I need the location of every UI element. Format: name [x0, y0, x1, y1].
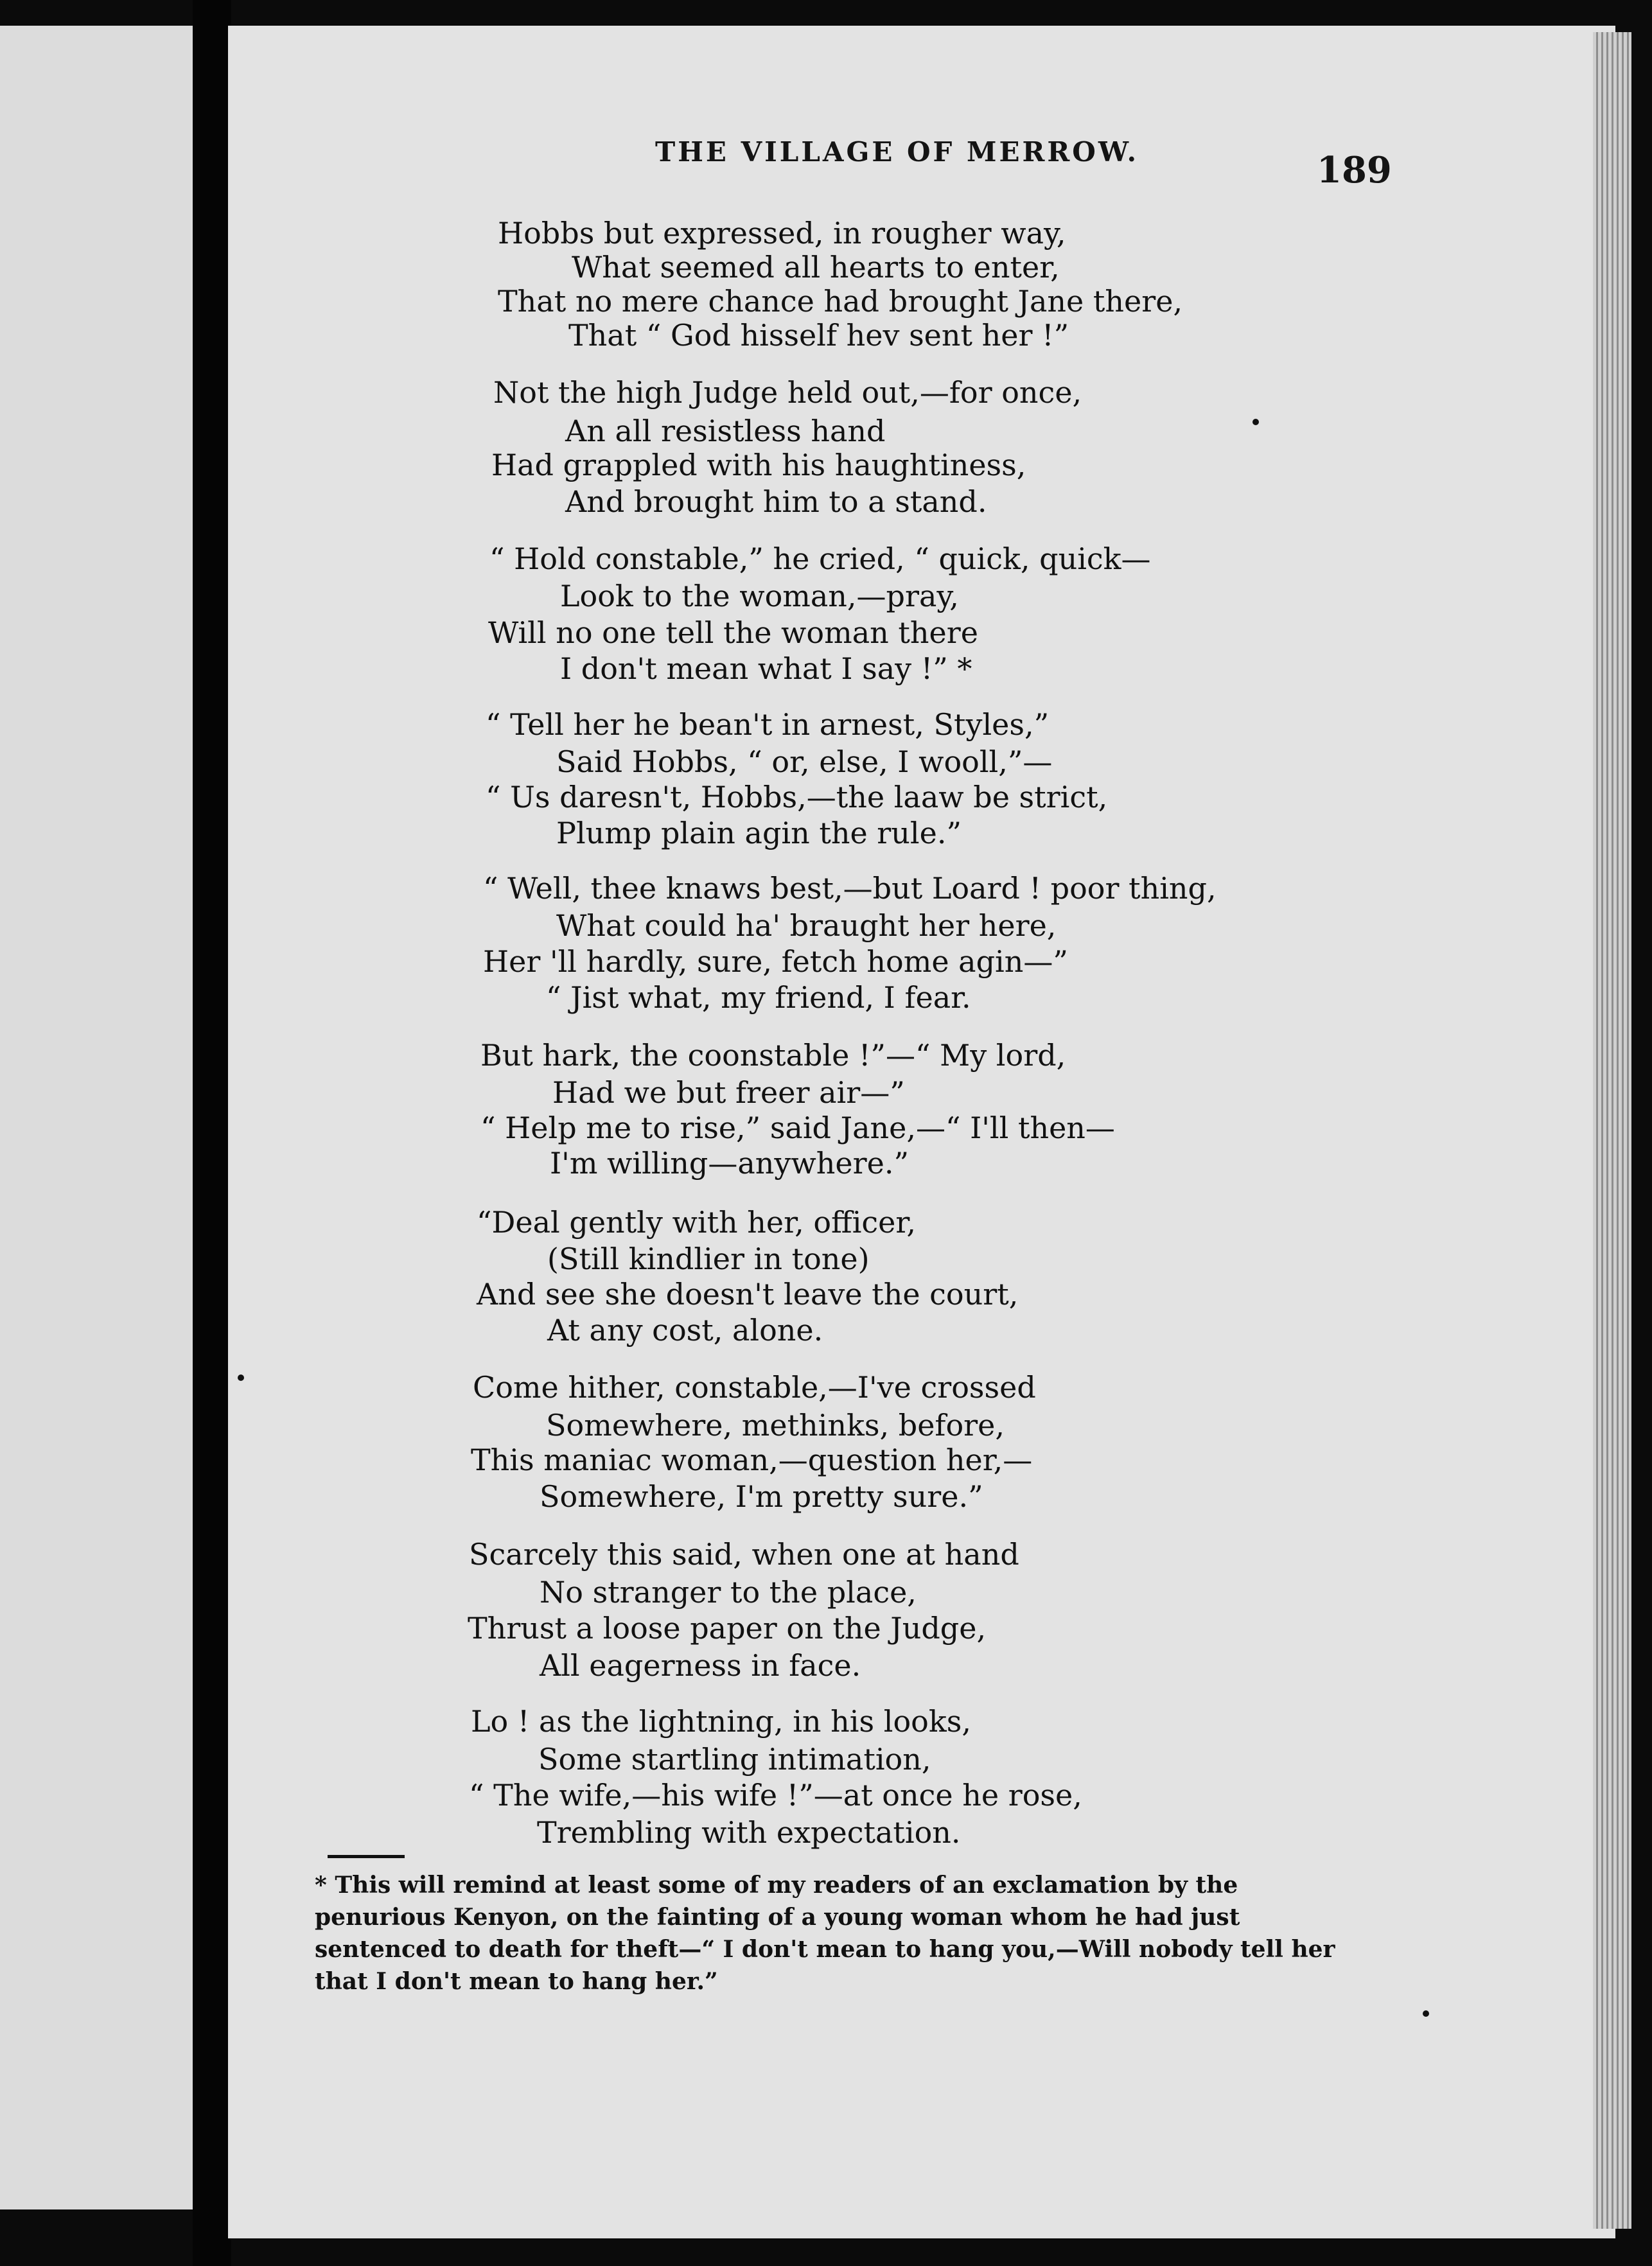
ink-speck	[1423, 2010, 1429, 2017]
poem-line: No stranger to the place,	[540, 1575, 917, 1610]
poem-line: What could ha' braught her here,	[556, 908, 1057, 943]
poem-line: Somewhere, methinks, before,	[546, 1408, 1005, 1443]
poem-line: That no mere chance had brought Jane there,	[498, 284, 1183, 319]
poem-line: And see she doesn't leave the court,	[477, 1277, 1019, 1312]
poem-line: But hark, the coonstable !”—“ My lord,	[480, 1038, 1066, 1073]
poem-line: Said Hobbs, “ or, else, I wooll,”—	[556, 744, 1053, 779]
facing-page-edge	[0, 26, 193, 2209]
poem-line: Thrust a loose paper on the Judge,	[468, 1611, 987, 1646]
poem-line: (Still kindlier in tone)	[547, 1242, 870, 1276]
poem-line: Some startling intimation,	[538, 1742, 931, 1777]
poem-line: An all resistless hand	[565, 414, 886, 448]
poem-line: “ Jist what, my friend, I fear.	[546, 980, 971, 1015]
poem-line: “ The wife,—his wife !”—at once he rose,	[469, 1778, 1082, 1813]
footnote: * This will remind at least some of my readers of an exclamation by the penurious Kenyon, on the fainting of a young woman whom he had just sentenced to death for theft—“ I don't mean to hang you,—Will nobody tell her that I don't mean to hang her.”	[315, 1872, 1335, 1995]
poem-line: Scarcely this said, when one at hand	[469, 1537, 1019, 1572]
running-head: THE VILLAGE OF MERROW.	[655, 136, 1139, 168]
poem-line: That “ God hisself hev sent her !”	[568, 318, 1069, 353]
poem-line: Hobbs but expressed, in rougher way,	[498, 216, 1066, 250]
ink-speck	[1252, 419, 1259, 425]
poem-line: I don't mean what I say !” *	[560, 651, 972, 686]
ink-speck	[238, 1375, 244, 1381]
poem-line: Will no one tell the woman there	[488, 615, 978, 650]
poem-line: Somewhere, I'm pretty sure.”	[540, 1479, 983, 1514]
poem-line: I'm willing—anywhere.”	[550, 1146, 909, 1181]
poem-line: “ Us daresn't, Hobbs,—the laaw be strict,	[486, 780, 1108, 814]
poem-line: Had grappled with his haughtiness,	[491, 448, 1026, 482]
poem-line: Not the high Judge held out,—for once,	[493, 375, 1082, 410]
poem-line: Trembling with expectation.	[537, 1815, 961, 1850]
poem-line: All eagerness in face.	[540, 1648, 861, 1683]
page-number: 189	[1317, 149, 1392, 191]
footnote-rule	[328, 1855, 405, 1858]
poem-line: What seemed all hearts to enter,	[572, 250, 1060, 285]
poem-line: Look to the woman,—pray,	[560, 579, 959, 613]
poem-line: “Deal gently with her, officer,	[477, 1205, 916, 1240]
poem-line: Had we but freer air—”	[552, 1075, 905, 1110]
poem-line: This maniac woman,—question her,—	[471, 1443, 1033, 1477]
poem-line: “ Hold constable,” he cried, “ quick, quick—	[489, 541, 1151, 576]
poem-line: “ Tell her he bean't in arnest, Styles,”	[486, 707, 1050, 742]
poem-line: And brought him to a stand.	[565, 484, 987, 519]
poem-line: Lo ! as the lightning, in his looks,	[471, 1704, 971, 1739]
poem-line: “ Help me to rise,” said Jane,—“ I'll then—	[480, 1111, 1115, 1145]
poem-line: At any cost, alone.	[547, 1313, 823, 1348]
poem-line: “ Well, thee knaws best,—but Loard ! poor thing,	[483, 871, 1217, 906]
page-edges	[1593, 32, 1631, 2229]
poem-line: Plump plain agin the rule.”	[556, 816, 962, 850]
poem-line: Her 'll hardly, sure, fetch home agin—”	[483, 944, 1068, 979]
poem-line: Come hither, constable,—I've crossed	[473, 1370, 1036, 1405]
book-gutter	[193, 0, 231, 2266]
